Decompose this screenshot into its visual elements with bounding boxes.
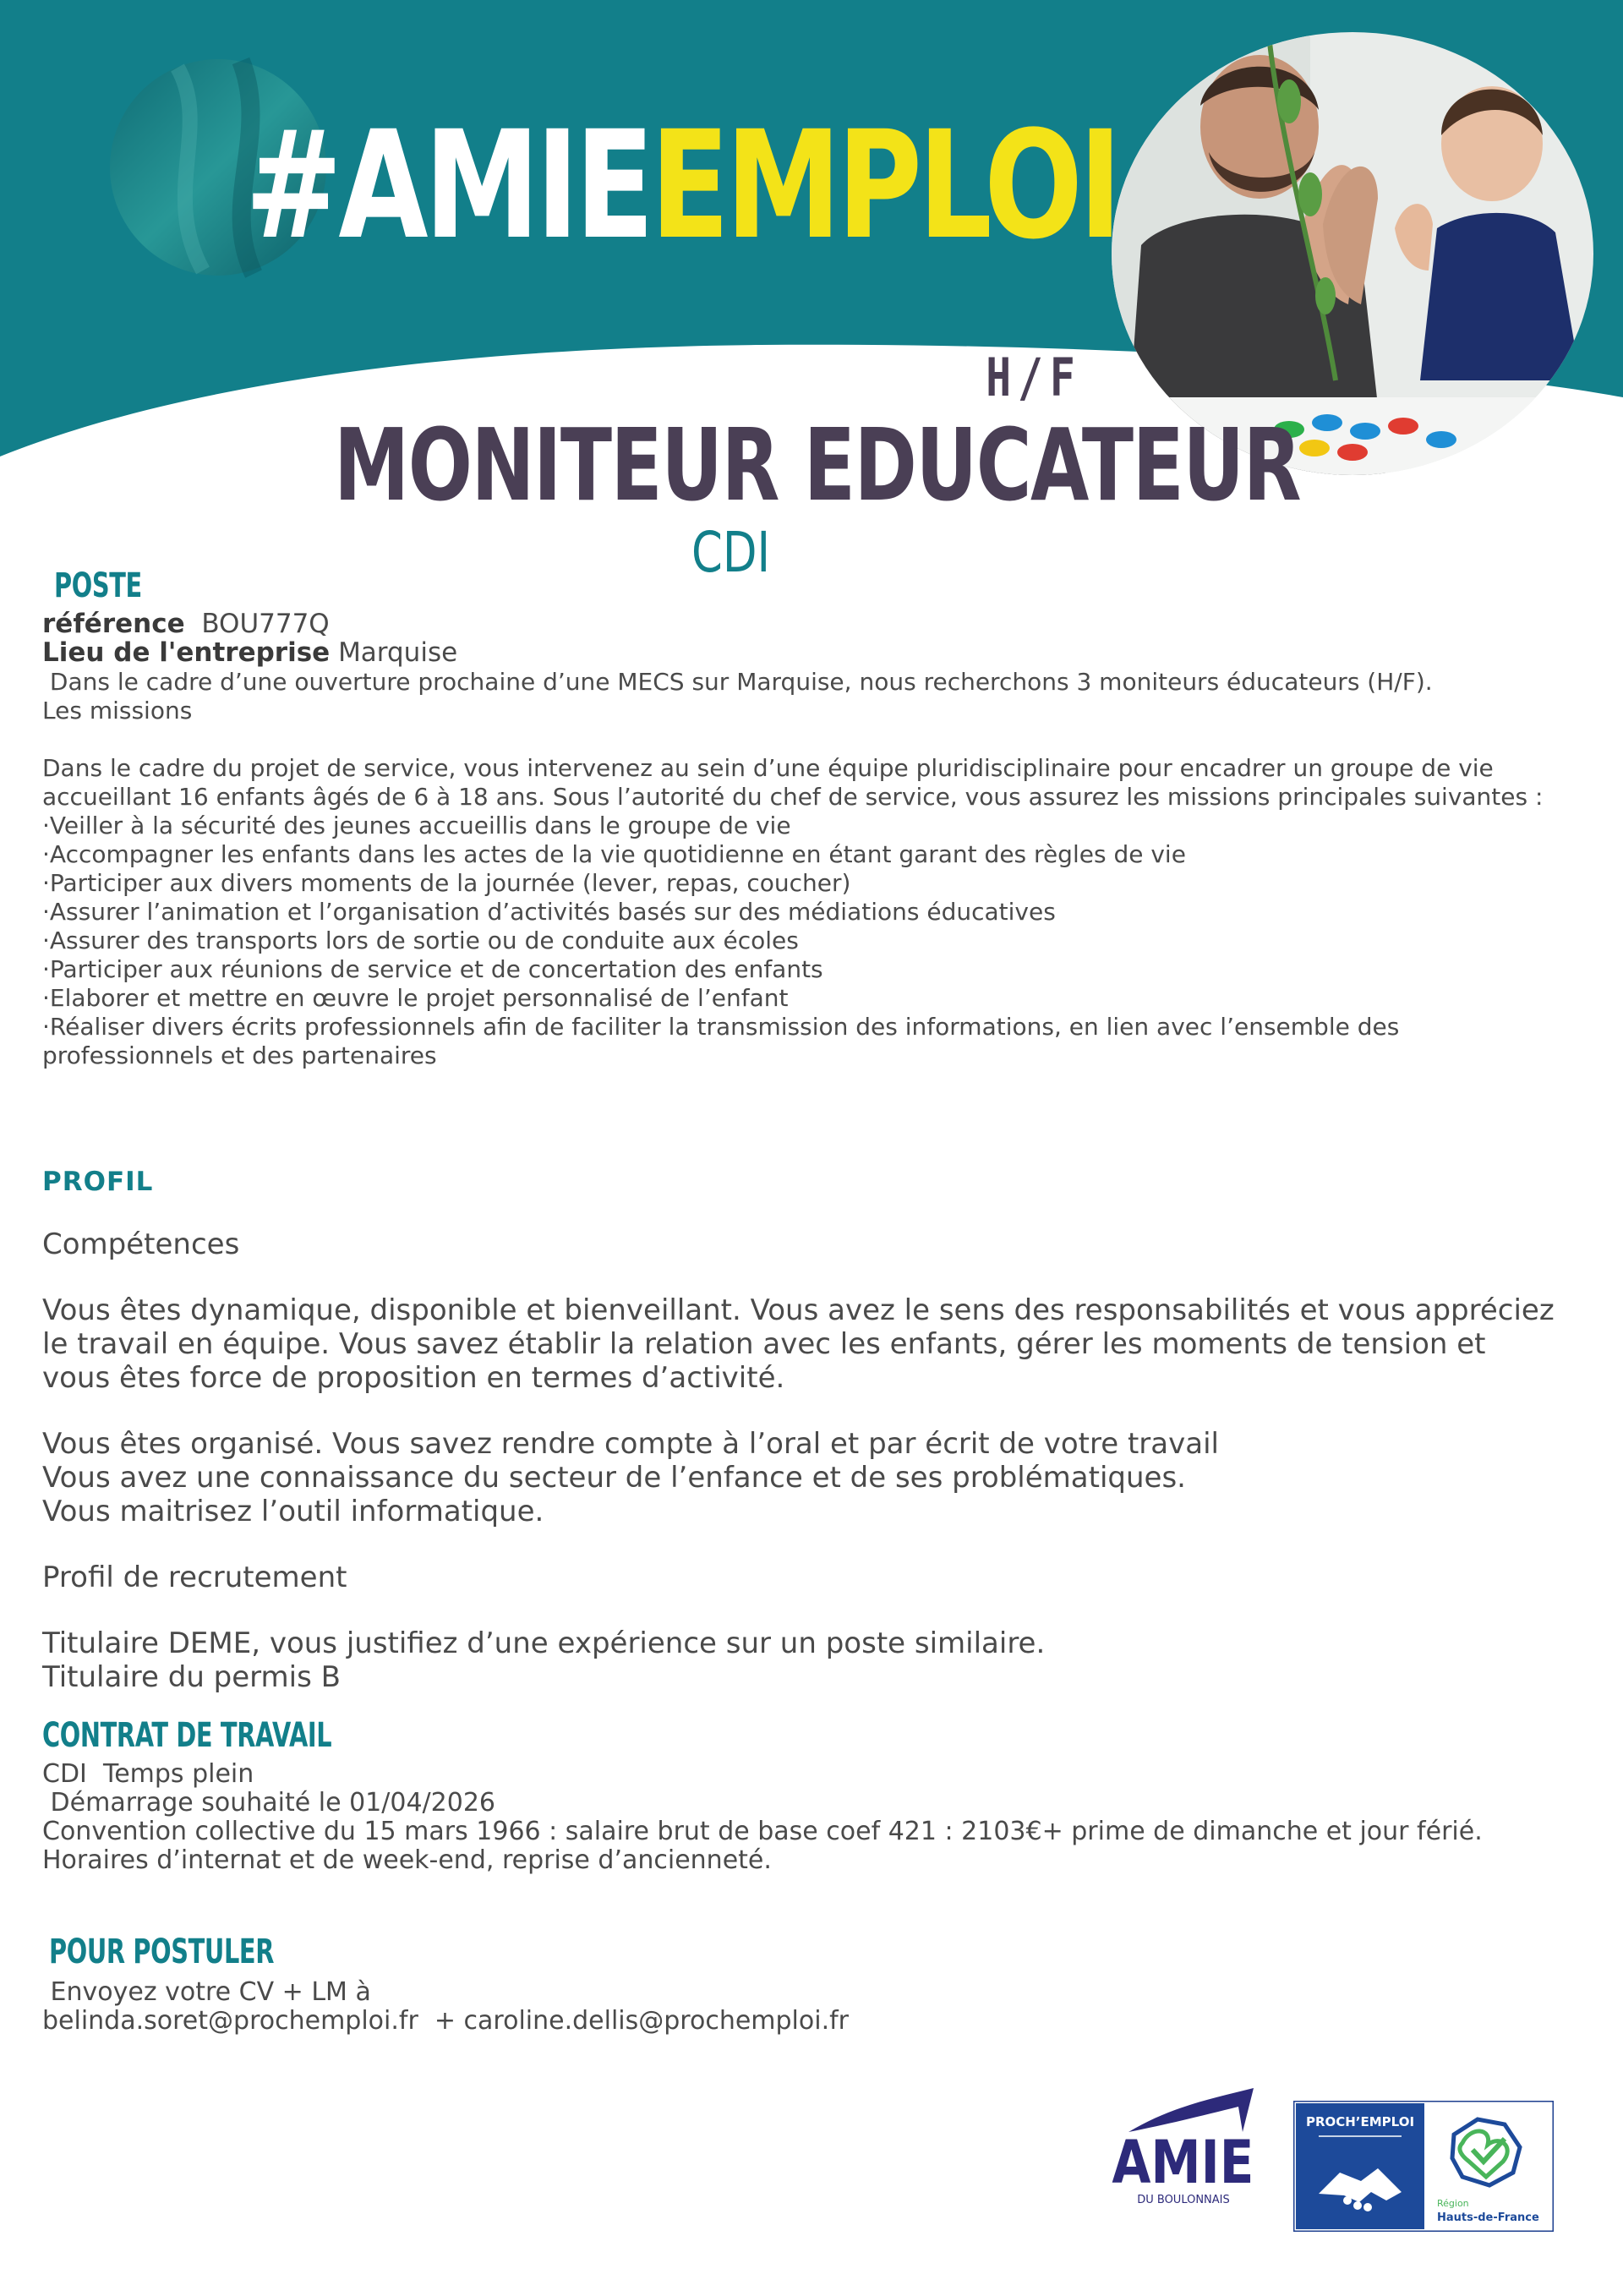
profil-line: Titulaire DEME, vous justifiez d’une expérience sur un poste similaire.	[42, 1626, 1046, 1660]
profil-paragraph: Vous êtes dynamique, disponible et bienveillant. Vous avez le sens des responsabilités et vous appréciez le travail en équipe. Vous savez établir la relation avec les enfants, gérer les moments de tension et vous êtes force de proposition en termes d’activité.	[42, 1293, 1564, 1395]
mission-item: ·Assurer l’animation et l’organisation d’activités basés sur des médiations éducatives	[42, 898, 1056, 926]
hashtag-white: #AMIE	[245, 99, 651, 272]
profil-line: Titulaire du permis B	[42, 1660, 341, 1694]
amie-logo	[1103, 2081, 1264, 2212]
contract-type: CDI	[691, 520, 771, 585]
mission-item: ·Participer aux divers moments de la journée (lever, repas, coucher)	[42, 869, 851, 897]
mission-item: ·Accompagner les enfants dans les actes de la vie quotidienne en étant garant des règles de vie	[42, 840, 1186, 868]
prochemploi-region-logo	[1293, 2101, 1554, 2232]
lieu-label: Lieu de l'entreprise	[42, 637, 331, 668]
amie-swoosh	[1128, 2088, 1254, 2132]
contrat-line: CDI Temps plein	[42, 1759, 254, 1789]
poste-heading: POSTE	[54, 566, 142, 605]
profil-line: Vous êtes organisé. Vous savez rendre compte à l’oral et par écrit de votre travail	[42, 1427, 1219, 1461]
amie-logo-subtext: DU BOULONNAIS	[1137, 2194, 1230, 2206]
contrat-line: Horaires d’internat et de week-end, reprise d’ancienneté.	[42, 1845, 772, 1875]
hashtag-yellow: EMPLOI	[650, 99, 1118, 272]
postuler-details	[42, 1978, 1555, 2036]
hauts-de-france-text: Hauts-de-France	[1437, 2211, 1539, 2224]
profil-details	[42, 1227, 1564, 1694]
missions-label: Les missions	[42, 697, 193, 724]
amie-logo-text: AMIE	[1112, 2129, 1254, 2198]
poste-intro: Dans le cadre d’une ouverture prochaine d’une MECS sur Marquise, nous recherchons 3 moniteurs éducateurs (H/F).	[42, 668, 1433, 696]
postuler-line: Envoyez votre CV + LM à	[42, 1977, 371, 2007]
gender-label: H/F	[986, 347, 1082, 408]
contrat-line: Démarrage souhaité le 01/04/2026	[42, 1788, 495, 1818]
postuler-heading: POUR POSTULER	[49, 1932, 275, 1971]
contrat-details	[42, 1760, 1555, 1875]
mission-item: ·Réaliser divers écrits professionnels afin de faciliter la transmission des informations, en lien avec l’ensemble des professionnels et des partenaires	[42, 1013, 1407, 1069]
poste-description: Dans le cadre du projet de service, vous intervenez au sein d’une équipe pluridisciplinaire pour encadrer un groupe de vie accueillant 16 enfants âgés de 6 à 18 ans. Sous l’autorité du chef de service, vous assurez les missions principales suivantes :	[42, 754, 1544, 811]
poste-details	[42, 610, 1555, 1070]
region-text: Région	[1437, 2198, 1469, 2209]
lieu-value: Marquise	[338, 637, 458, 668]
mission-item: ·Assurer des transports lors de sortie ou de conduite aux écoles	[42, 927, 799, 954]
profil-line: Vous maitrisez l’outil informatique.	[42, 1495, 544, 1528]
amie-emploi-hashtag	[245, 101, 1118, 271]
job-title: MONITEUR EDUCATEUR	[334, 407, 1301, 523]
recrutement-label: Profil de recrutement	[42, 1561, 347, 1594]
mission-item: ·Elaborer et mettre en œuvre le projet personnalisé de l’enfant	[42, 984, 789, 1012]
contrat-heading: CONTRAT DE TRAVAIL	[42, 1716, 332, 1755]
reference-label: référence	[42, 609, 185, 639]
reference-value: BOU777Q	[201, 609, 330, 639]
postuler-emails[interactable]: belinda.soret@prochemploi.fr + caroline.dellis@prochemploi.fr	[42, 2006, 850, 2036]
mission-item: ·Participer aux réunions de service et de concertation des enfants	[42, 955, 823, 983]
mission-item: ·Veiller à la sécurité des jeunes accueillis dans le groupe de vie	[42, 812, 791, 839]
profil-heading: PROFIL	[42, 1167, 154, 1197]
prochemploi-text: PROCH’EMPLOI	[1305, 2114, 1415, 2129]
competences-label: Compétences	[42, 1227, 240, 1261]
profil-line: Vous avez une connaissance du secteur de l’enfance et de ses problématiques.	[42, 1461, 1186, 1495]
contrat-line: Convention collective du 15 mars 1966 : salaire brut de base coef 421 : 2103€+ prime de dimanche et jour férié.	[42, 1817, 1483, 1846]
